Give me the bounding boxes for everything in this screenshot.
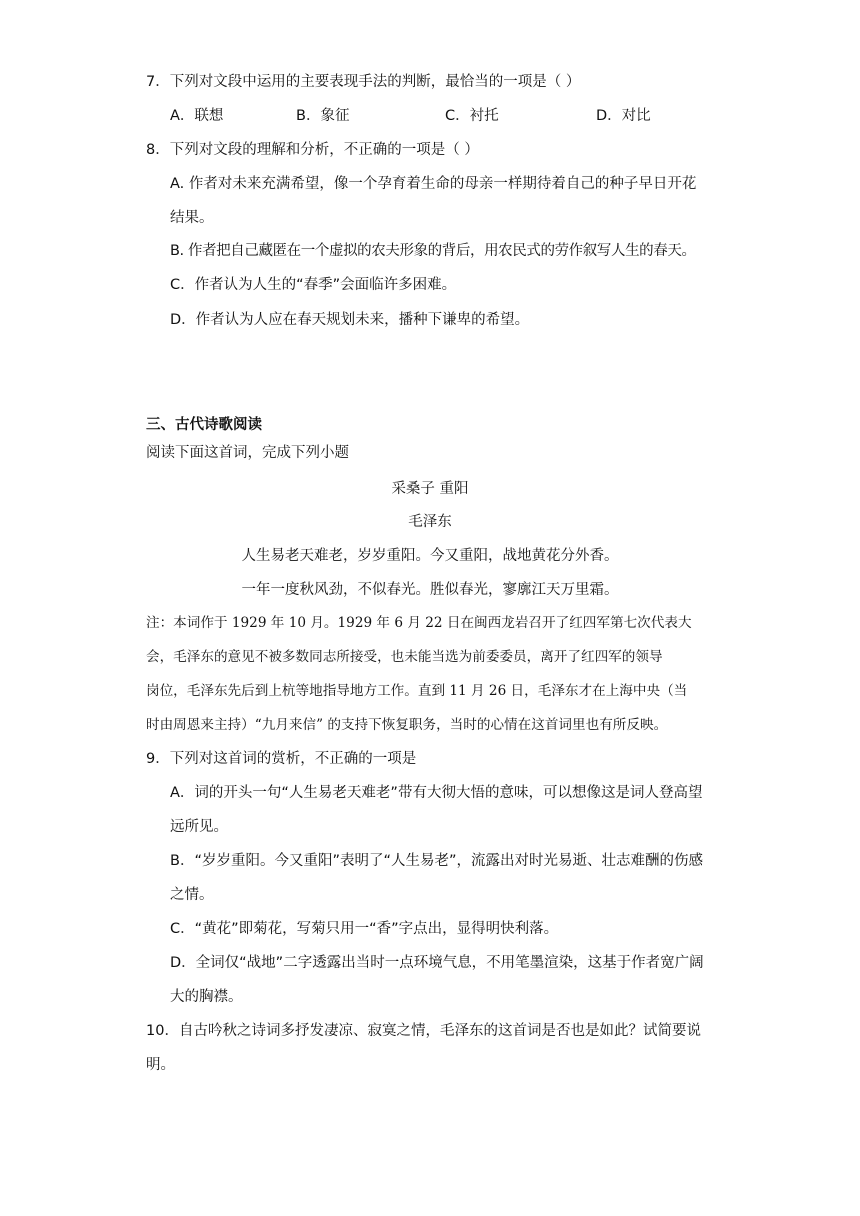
question-7-stem: 7．下列对文段中运用的主要表现手法的判断，最恰当的一项是（ ） (146, 74, 581, 90)
question-8-option-b: B. 作者把自己藏匿在一个虚拟的农夫形象的背后，用农民式的劳作叙写人生的春天。 (170, 243, 696, 259)
question-8-option-d: D．作者认为人应在春天规划未来，播种下谦卑的希望。 (170, 312, 530, 328)
poem-note-line-1: 注：本词作于 1929 年 10 月。1929 年 6 月 22 日在闽西龙岩召开了红四军第七次代表大 (146, 615, 692, 631)
question-9-option-a-continued: 远所见。 (170, 819, 228, 835)
question-10-stem-continued: 明。 (146, 1057, 175, 1073)
question-9-option-d: D．全词仅“战地”二字透露出当时一点环境气息，不用笔墨渲染，这基于作者宽广阔 (170, 955, 704, 971)
poem-note-line-4: 时由周恩来主持）“九月来信” 的支持下恢复职务，当时的心情在这首词里也有所反映。 (146, 717, 668, 733)
question-9-option-b: B．“岁岁重阳。今又重阳”表明了“人生易老”，流露出对时光易逝、壮志难酬的伤感 (170, 853, 703, 869)
question-7-option-a: A．联想 (170, 108, 224, 124)
section-heading: 三、古代诗歌阅读 (146, 417, 262, 433)
section-instruction: 阅读下面这首词，完成下列小题 (146, 445, 349, 461)
question-9-stem: 9．下列对这首词的赏析，不正确的一项是 (146, 751, 417, 767)
question-10-stem: 10．自古吟秋之诗词多抒发凄凉、寂寞之情，毛泽东的这首词是否也是如此？试简要说 (146, 1023, 701, 1039)
poem-line-2: 一年一度秋风劲，不似春光。胜似春光，寥廓江天万里霜。 (241, 582, 619, 598)
question-8-option-a: A. 作者对未来充满希望，像一个孕育着生命的母亲一样期待着自己的种子早日开花 (170, 176, 697, 192)
question-7-option-b: B．象征 (296, 108, 350, 124)
question-7-option-c: C．衬托 (445, 108, 499, 124)
question-8-stem: 8．下列对文段的理解和分析，不正确的一项是（ ） (146, 142, 479, 158)
question-9-option-c: C．“黄花”即菊花，写菊只用一“香”字点出，显得明快利落。 (170, 921, 559, 937)
question-7-option-d: D．对比 (596, 108, 651, 124)
question-9-option-d-continued: 大的胸襟。 (170, 989, 243, 1005)
poem-note-line-2: 会，毛泽东的意见不被多数同志所接受，也未能当选为前委委员，离开了红四军的领导 (146, 649, 663, 665)
question-8-option-c: C．作者认为人生的“春季”会面临许多困难。 (170, 277, 457, 293)
poem-line-1: 人生易老天难老，岁岁重阳。今又重阳，战地黄花分外香。 (241, 548, 619, 564)
question-9-option-b-continued: 之情。 (170, 887, 214, 903)
question-9-option-a: A．词的开头一句“人生易老天难老”带有大彻大悟的意味，可以想像这是词人登高望 (170, 785, 703, 801)
poem-note-line-3: 岗位，毛泽东先后到上杭等地指导地方工作。直到 11 月 26 日，毛泽东才在上海中央（当 (146, 683, 688, 699)
poem-title: 采桑子 重阳 (391, 481, 469, 497)
question-8-option-a-continued: 结果。 (170, 210, 214, 226)
poem-author: 毛泽东 (408, 514, 452, 530)
